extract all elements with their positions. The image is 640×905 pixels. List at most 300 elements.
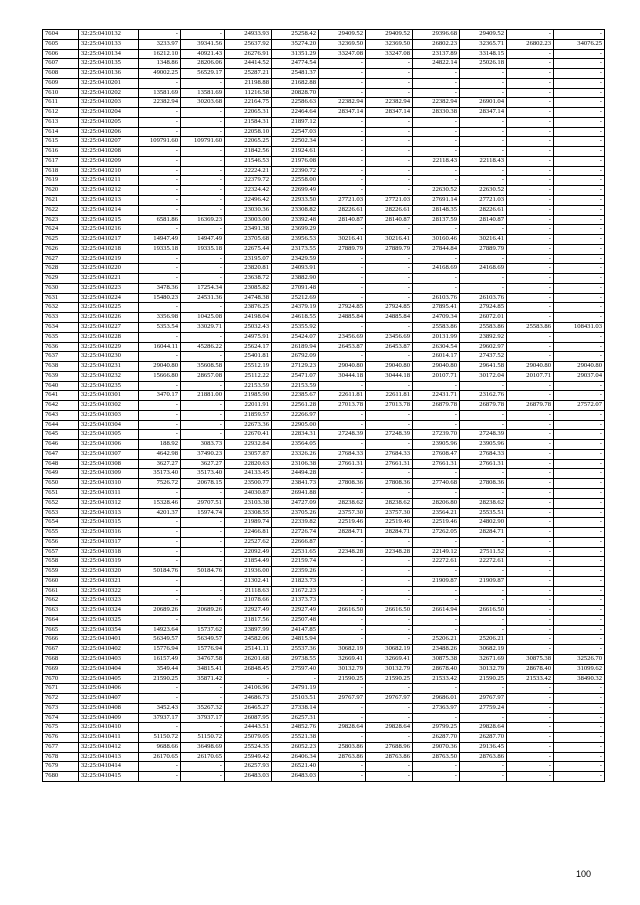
value-cell: - — [319, 225, 366, 235]
value-cell: - — [139, 108, 181, 118]
value-cell: 27721.03 — [460, 196, 507, 206]
table-row — [43, 576, 605, 586]
cadastral-number-cell: 32:25:0410413 — [79, 752, 139, 762]
value-cell: 29641.58 — [460, 362, 507, 372]
value-cell: 25206.21 — [460, 635, 507, 645]
value-cell: 29767.97 — [366, 694, 413, 704]
value-cell: 21859.57 — [225, 410, 272, 420]
value-cell: - — [319, 176, 366, 186]
value-cell: 28763.50 — [413, 752, 460, 762]
value-cell: 32669.41 — [319, 655, 366, 665]
value-cell: 30682.19 — [319, 645, 366, 655]
value-cell: 35274.20 — [272, 39, 319, 49]
table-row — [43, 469, 605, 479]
value-cell: 24379.19 — [272, 303, 319, 313]
value-cell: 13581.69 — [139, 88, 181, 98]
value-cell: 27013.78 — [366, 401, 413, 411]
value-cell: - — [139, 420, 181, 430]
value-cell: 10425.08 — [181, 313, 225, 323]
value-cell: - — [181, 430, 225, 440]
value-cell: 26879.78 — [413, 401, 460, 411]
value-cell: - — [554, 635, 605, 645]
value-cell: 3470.17 — [139, 391, 181, 401]
row-number-cell: 7637 — [43, 352, 79, 362]
value-cell: 24852.76 — [272, 723, 319, 733]
row-number-cell: 7648 — [43, 459, 79, 469]
value-cell: 28347.14 — [460, 108, 507, 118]
value-cell: - — [181, 723, 225, 733]
value-cell: - — [181, 586, 225, 596]
value-cell: - — [554, 186, 605, 196]
value-cell: 30132.79 — [460, 664, 507, 674]
value-cell: 30132.79 — [319, 664, 366, 674]
value-cell: 21842.56 — [225, 147, 272, 157]
value-cell: 23897.99 — [225, 625, 272, 635]
value-cell: 51150.72 — [181, 733, 225, 743]
value-cell: 31099.62 — [554, 664, 605, 674]
value-cell: - — [181, 772, 225, 782]
value-cell: - — [366, 352, 413, 362]
value-cell: 24414.52 — [225, 59, 272, 69]
value-cell: - — [181, 332, 225, 342]
value-cell: 37937.17 — [139, 713, 181, 723]
value-cell: 27511.52 — [460, 547, 507, 557]
cadastral-number-cell: 32:25:0410325 — [79, 615, 139, 625]
value-cell: - — [413, 420, 460, 430]
value-cell: 21546.53 — [225, 156, 272, 166]
value-cell: 29396.68 — [413, 30, 460, 40]
value-cell: - — [507, 694, 554, 704]
cadastral-number-cell: 32:25:0410135 — [79, 59, 139, 69]
value-cell: 24822.14 — [413, 59, 460, 69]
value-cell: 20828.70 — [272, 88, 319, 98]
value-cell: 49002.25 — [139, 69, 181, 79]
value-cell: 26189.94 — [272, 342, 319, 352]
row-number-cell: 7608 — [43, 69, 79, 79]
row-number-cell: 7654 — [43, 518, 79, 528]
cadastral-number-cell: 32:25:0410227 — [79, 322, 139, 332]
value-cell: 23173.55 — [272, 244, 319, 254]
value-cell: - — [507, 59, 554, 69]
value-cell: 27924.85 — [319, 303, 366, 313]
value-cell: - — [507, 137, 554, 147]
table-row — [43, 342, 605, 352]
table-row — [43, 332, 605, 342]
value-cell: 25583.86 — [507, 322, 554, 332]
value-cell: - — [319, 410, 366, 420]
value-cell: - — [366, 440, 413, 450]
value-cell: 29738.55 — [272, 655, 319, 665]
value-cell: 21672.23 — [272, 586, 319, 596]
row-number-cell: 7635 — [43, 332, 79, 342]
value-cell: - — [366, 59, 413, 69]
value-cell: - — [366, 283, 413, 293]
cadastral-number-cell: 32:25:0410323 — [79, 596, 139, 606]
value-cell: 23456.69 — [319, 332, 366, 342]
value-cell: 22272.61 — [413, 557, 460, 567]
row-number-cell: 7670 — [43, 674, 79, 684]
value-cell: 21936.00 — [225, 567, 272, 577]
row-number-cell: 7673 — [43, 703, 79, 713]
value-cell: - — [554, 283, 605, 293]
value-cell: 25355.92 — [272, 322, 319, 332]
cadastral-number-cell: 32:25:0410411 — [79, 733, 139, 743]
value-cell: 26170.65 — [139, 752, 181, 762]
value-cell: - — [139, 264, 181, 274]
table-row — [43, 117, 605, 127]
value-cell: 23456.69 — [366, 332, 413, 342]
table-row — [43, 39, 605, 49]
value-cell: - — [366, 69, 413, 79]
table-row — [43, 254, 605, 264]
row-number-cell: 7610 — [43, 88, 79, 98]
value-cell: - — [319, 576, 366, 586]
value-cell: - — [139, 576, 181, 586]
value-cell: - — [139, 488, 181, 498]
table-row — [43, 762, 605, 772]
value-cell: 23905.96 — [460, 440, 507, 450]
value-cell: - — [554, 567, 605, 577]
row-number-cell: 7666 — [43, 635, 79, 645]
value-cell: - — [507, 596, 554, 606]
value-cell: - — [139, 596, 181, 606]
table-row — [43, 362, 605, 372]
value-cell: - — [413, 225, 460, 235]
table-row — [43, 205, 605, 215]
value-cell: - — [413, 69, 460, 79]
value-cell: 23882.90 — [272, 274, 319, 284]
value-cell: - — [554, 117, 605, 127]
cadastral-number-cell: 32:25:0410313 — [79, 508, 139, 518]
value-cell: 27844.84 — [413, 244, 460, 254]
value-cell: 20689.26 — [139, 606, 181, 616]
table-row — [43, 615, 605, 625]
row-number-cell: 7623 — [43, 215, 79, 225]
row-number-cell: 7644 — [43, 420, 79, 430]
table-row — [43, 742, 605, 752]
value-cell: 25624.17 — [225, 342, 272, 352]
cadastral-number-cell: 32:25:0410225 — [79, 303, 139, 313]
value-cell: 22431.71 — [413, 391, 460, 401]
value-cell: 29409.52 — [319, 30, 366, 40]
value-cell: 22379.72 — [225, 176, 272, 186]
value-cell: 15776.94 — [181, 645, 225, 655]
value-cell: 32669.41 — [366, 655, 413, 665]
value-cell: 28137.59 — [413, 215, 460, 225]
cadastral-number-cell: 32:25:0410316 — [79, 528, 139, 538]
value-cell: - — [181, 381, 225, 391]
value-cell: 28284.71 — [366, 528, 413, 538]
value-cell: - — [181, 166, 225, 176]
cadastral-number-cell: 32:25:0410214 — [79, 205, 139, 215]
value-cell: - — [554, 176, 605, 186]
value-cell: - — [554, 430, 605, 440]
value-cell: 35173.40 — [139, 469, 181, 479]
value-cell: 28238.62 — [366, 498, 413, 508]
value-cell: 40921.43 — [181, 49, 225, 59]
value-cell: - — [554, 772, 605, 782]
value-cell: - — [507, 440, 554, 450]
value-cell: 27608.47 — [413, 449, 460, 459]
value-cell: - — [413, 537, 460, 547]
row-number-cell: 7671 — [43, 684, 79, 694]
value-cell: - — [366, 684, 413, 694]
value-cell: 28140.87 — [460, 215, 507, 225]
value-cell: - — [181, 127, 225, 137]
value-cell: - — [366, 166, 413, 176]
table-row — [43, 537, 605, 547]
value-cell: 26879.78 — [460, 401, 507, 411]
row-number-cell: 7680 — [43, 772, 79, 782]
value-cell: - — [181, 528, 225, 538]
value-cell: - — [460, 69, 507, 79]
value-cell: 30160.46 — [413, 235, 460, 245]
table-row — [43, 547, 605, 557]
value-cell: - — [181, 694, 225, 704]
value-cell: 21533.42 — [507, 674, 554, 684]
value-cell: 39341.56 — [181, 39, 225, 49]
value-cell: - — [319, 283, 366, 293]
row-number-cell: 7604 — [43, 30, 79, 40]
value-cell: - — [319, 733, 366, 743]
value-cell: 32671.69 — [460, 655, 507, 665]
value-cell: 22519.46 — [413, 518, 460, 528]
value-cell: - — [507, 391, 554, 401]
value-cell: 24748.38 — [225, 293, 272, 303]
value-cell: 22927.49 — [272, 606, 319, 616]
table-row — [43, 322, 605, 332]
value-cell: - — [413, 283, 460, 293]
value-cell: - — [319, 156, 366, 166]
value-cell: - — [460, 615, 507, 625]
value-cell: - — [554, 264, 605, 274]
value-cell: 23705.68 — [225, 235, 272, 245]
value-cell: 32365.71 — [460, 39, 507, 49]
row-number-cell: 7676 — [43, 733, 79, 743]
value-cell: - — [507, 254, 554, 264]
table-row — [43, 674, 605, 684]
cadastral-number-cell: 32:25:0410226 — [79, 313, 139, 323]
table-row — [43, 430, 605, 440]
value-cell: - — [366, 557, 413, 567]
value-cell: - — [460, 147, 507, 157]
value-cell: 56349.57 — [139, 635, 181, 645]
value-cell: 29686.01 — [413, 694, 460, 704]
value-cell: 17254.34 — [181, 283, 225, 293]
value-cell: 24815.94 — [272, 635, 319, 645]
row-number-cell: 7645 — [43, 430, 79, 440]
value-cell: 22348.28 — [366, 547, 413, 557]
value-cell: - — [366, 176, 413, 186]
value-cell: - — [366, 567, 413, 577]
table-row — [43, 30, 605, 40]
value-cell: 23820.81 — [225, 264, 272, 274]
value-cell: 27924.85 — [460, 303, 507, 313]
cadastral-number-cell: 32:25:0410305 — [79, 430, 139, 440]
value-cell: 50184.76 — [139, 567, 181, 577]
value-cell: 21881.00 — [181, 391, 225, 401]
value-cell: 56529.17 — [181, 69, 225, 79]
value-cell: 188.92 — [139, 440, 181, 450]
value-cell: - — [507, 108, 554, 118]
value-cell: - — [181, 264, 225, 274]
value-cell: - — [507, 303, 554, 313]
row-number-cell: 7642 — [43, 401, 79, 411]
value-cell: 14947.49 — [139, 235, 181, 245]
value-cell: 30875.38 — [507, 655, 554, 665]
value-cell: - — [181, 303, 225, 313]
value-cell: 28284.71 — [460, 528, 507, 538]
value-cell: 27808.36 — [319, 479, 366, 489]
value-cell: - — [554, 78, 605, 88]
value-cell: 21533.42 — [413, 674, 460, 684]
value-cell: - — [460, 137, 507, 147]
value-cell: 21302.41 — [225, 576, 272, 586]
value-cell: 23308.82 — [272, 205, 319, 215]
value-cell: - — [554, 752, 605, 762]
row-number-cell: 7650 — [43, 479, 79, 489]
value-cell: - — [554, 684, 605, 694]
cadastral-number-cell: 32:25:0410319 — [79, 557, 139, 567]
value-cell: - — [554, 196, 605, 206]
value-cell: 16369.23 — [181, 215, 225, 225]
value-cell: 27661.31 — [460, 459, 507, 469]
value-cell: 26616.50 — [319, 606, 366, 616]
value-cell: 22382.94 — [319, 98, 366, 108]
cadastral-number-cell: 32:25:0410223 — [79, 283, 139, 293]
value-cell: 22675.44 — [225, 244, 272, 254]
value-cell: - — [139, 586, 181, 596]
row-number-cell: 7638 — [43, 362, 79, 372]
table-row — [43, 557, 605, 567]
value-cell: - — [554, 420, 605, 430]
value-cell: 23905.96 — [413, 440, 460, 450]
row-number-cell: 7619 — [43, 176, 79, 186]
value-cell: 26014.17 — [413, 352, 460, 362]
value-cell: 24885.84 — [366, 313, 413, 323]
value-cell: - — [319, 274, 366, 284]
value-cell: 21118.63 — [225, 586, 272, 596]
value-cell: 27239.70 — [413, 430, 460, 440]
value-cell: - — [554, 147, 605, 157]
value-cell: 21985.90 — [225, 391, 272, 401]
value-cell: - — [554, 742, 605, 752]
value-cell: - — [507, 49, 554, 59]
value-cell: 22149.12 — [413, 547, 460, 557]
value-cell: 28347.14 — [319, 108, 366, 118]
value-cell: 27684.33 — [460, 449, 507, 459]
value-cell: - — [366, 322, 413, 332]
cadastral-number-cell: 32:25:0410315 — [79, 518, 139, 528]
table-row — [43, 596, 605, 606]
table-row — [43, 410, 605, 420]
table-row — [43, 684, 605, 694]
table-row — [43, 625, 605, 635]
row-number-cell: 7679 — [43, 762, 79, 772]
value-cell: - — [460, 420, 507, 430]
value-cell: - — [554, 762, 605, 772]
value-cell: 21976.08 — [272, 156, 319, 166]
value-cell: - — [319, 117, 366, 127]
value-cell: 25141.11 — [225, 645, 272, 655]
value-cell: 27684.33 — [366, 449, 413, 459]
value-cell: 27889.79 — [319, 244, 366, 254]
value-cell: 23956.53 — [272, 235, 319, 245]
value-cell: 23564.21 — [413, 508, 460, 518]
value-cell: - — [554, 557, 605, 567]
cadastral-number-cell: 32:25:0410303 — [79, 410, 139, 420]
value-cell: 28657.08 — [181, 371, 225, 381]
value-cell: 24443.51 — [225, 723, 272, 733]
value-cell: - — [554, 225, 605, 235]
value-cell: 26616.50 — [460, 606, 507, 616]
value-cell: 22382.94 — [366, 98, 413, 108]
value-cell: - — [507, 635, 554, 645]
value-cell: - — [554, 274, 605, 284]
value-cell: 30172.04 — [460, 371, 507, 381]
value-cell: 27924.85 — [366, 303, 413, 313]
value-cell: - — [319, 352, 366, 362]
value-cell: 26072.01 — [460, 313, 507, 323]
value-cell: - — [554, 137, 605, 147]
row-number-cell: 7678 — [43, 752, 79, 762]
value-cell: 6581.86 — [139, 215, 181, 225]
value-cell: - — [319, 469, 366, 479]
row-number-cell: 7628 — [43, 264, 79, 274]
value-cell: 20678.15 — [181, 479, 225, 489]
value-cell: - — [554, 586, 605, 596]
row-number-cell: 7647 — [43, 449, 79, 459]
value-cell: - — [507, 196, 554, 206]
cadastral-number-cell: 32:25:0410304 — [79, 420, 139, 430]
value-cell: 30875.38 — [413, 655, 460, 665]
value-cell: - — [319, 635, 366, 645]
value-cell: - — [139, 518, 181, 528]
value-cell: - — [460, 88, 507, 98]
value-cell: 25512.19 — [225, 362, 272, 372]
value-cell: 28140.87 — [366, 215, 413, 225]
value-cell: 22164.75 — [225, 98, 272, 108]
cadastral-number-cell: 32:25:0410218 — [79, 244, 139, 254]
value-cell: 21584.31 — [225, 117, 272, 127]
value-cell: 26901.04 — [460, 98, 507, 108]
value-cell: - — [366, 274, 413, 284]
value-cell: 25032.43 — [225, 322, 272, 332]
value-cell: - — [554, 293, 605, 303]
value-cell: - — [413, 381, 460, 391]
value-cell: - — [554, 449, 605, 459]
value-cell: 27363.97 — [413, 703, 460, 713]
value-cell: - — [554, 723, 605, 733]
value-cell: - — [507, 684, 554, 694]
row-number-cell: 7611 — [43, 98, 79, 108]
value-cell: - — [181, 196, 225, 206]
value-cell: 22927.49 — [225, 606, 272, 616]
value-cell: - — [554, 108, 605, 118]
value-cell: 24198.04 — [225, 313, 272, 323]
value-cell: - — [554, 205, 605, 215]
value-cell: 22905.00 — [272, 420, 319, 430]
value-cell: - — [507, 166, 554, 176]
row-number-cell: 7636 — [43, 342, 79, 352]
value-cell: - — [507, 528, 554, 538]
value-cell: 28238.62 — [460, 498, 507, 508]
value-cell: 25287.21 — [225, 69, 272, 79]
value-cell: - — [181, 401, 225, 411]
value-cell: 24582.06 — [225, 635, 272, 645]
row-number-cell: 7624 — [43, 225, 79, 235]
table-row — [43, 303, 605, 313]
